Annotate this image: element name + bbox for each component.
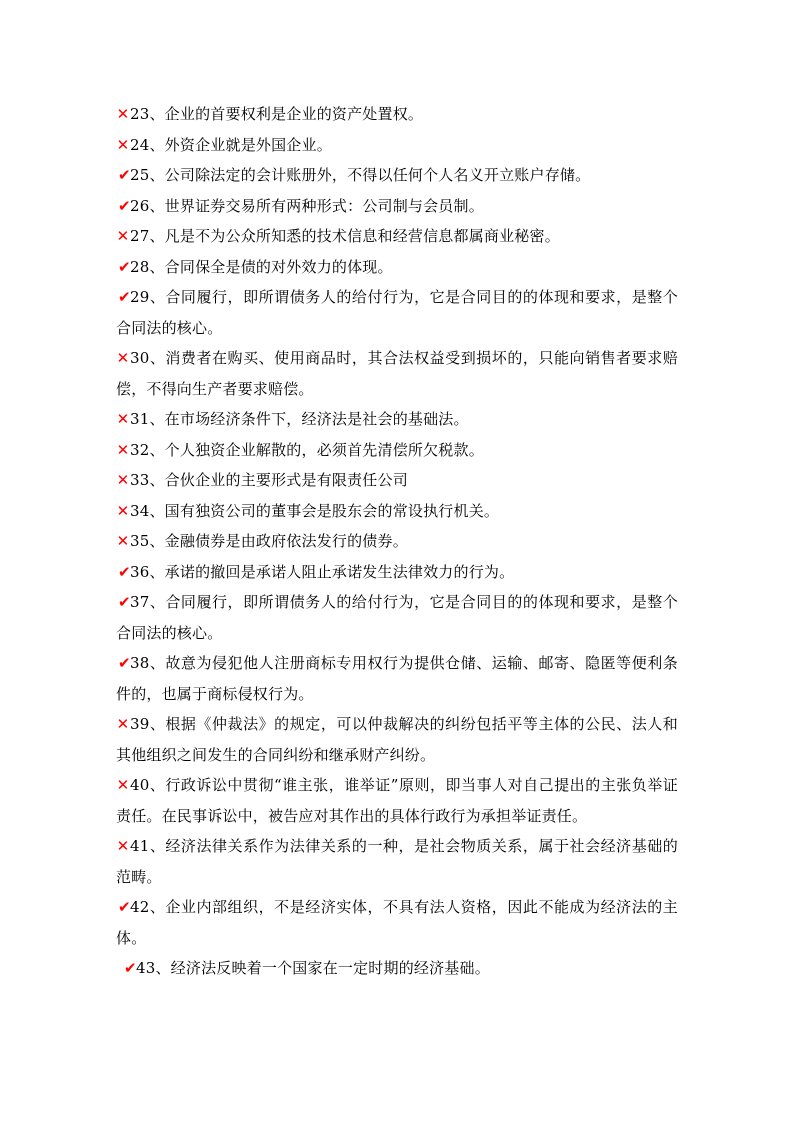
check-mark-icon: ✔ [118, 654, 131, 672]
cross-mark-icon: ✕ [116, 349, 130, 367]
answer-item-text: 36、承诺的撤回是承诺人阻止承诺发生法律效力的行为。 [130, 562, 515, 581]
check-mark-icon: ✔ [118, 562, 131, 581]
cross-mark-icon: ✕ [116, 410, 130, 428]
answer-item-text: 30、消费者在购买、使用商品时，其合法权益受到损坏的，只能向销售者要求赔偿，不得向生产者要求赔偿。 [116, 349, 678, 398]
answer-item [116, 496, 678, 527]
check-mark-icon: ✔ [118, 166, 131, 184]
answer-item [116, 99, 678, 130]
cross-mark-icon: ✕ [116, 715, 130, 733]
check-mark-icon: ✔ [118, 288, 131, 306]
cross-mark-icon: ✕ [116, 440, 130, 459]
answer-item [116, 892, 678, 953]
answer-item [116, 191, 678, 222]
answer-item-text: 24、外资企业就是外国企业。 [130, 135, 332, 154]
answer-item-text: 29、合同履行，即所谓债务人的给付行为，它是合同目的的体现和要求，是整个合同法的核心。 [116, 288, 678, 337]
answer-item [116, 343, 678, 404]
answer-item-text: 32、个人独资企业解散的，必须首先清偿所欠税款。 [130, 440, 484, 459]
check-mark-icon: ✔ [118, 593, 131, 611]
answer-item-text: 25、公司除法定的会计账册外，不得以任何个人名义开立账户存储。 [130, 166, 591, 184]
answer-item-text: 28、合同保全是债的对外效力的体现。 [130, 257, 393, 276]
check-mark-icon: ✔ [118, 898, 131, 916]
answer-item-text: 43、经济法反映着一个国家在一定时期的经济基础。 [136, 959, 490, 977]
answer-item-text: 26、世界证券交易所有两种形式：公司制与会员制。 [130, 196, 484, 215]
check-mark-icon: ✔ [118, 196, 131, 215]
answer-item [116, 252, 678, 283]
cross-mark-icon: ✕ [116, 227, 130, 245]
answer-item [116, 282, 678, 343]
answer-item-text: 35、金融债券是由政府依法发行的债券。 [130, 532, 408, 550]
check-mark-icon: ✔ [118, 257, 131, 276]
answer-item-text: 42、企业内部组织，不是经济实体，不具有法人资格，因此不能成为经济法的主体。 [116, 898, 678, 947]
cross-mark-icon: ✕ [116, 837, 130, 855]
answer-item-text: 38、故意为侵犯他人注册商标专用权行为提供仓储、运输、邮寄、隐匿等便利条件的，也属于商标侵权行为。 [116, 654, 678, 703]
answer-item [116, 526, 678, 557]
answer-item [116, 831, 678, 892]
answer-item [116, 404, 678, 435]
cross-mark-icon: ✕ [116, 471, 130, 489]
check-mark-icon: ✔ [124, 959, 137, 977]
answer-item-text: 39、根据《仲裁法》的规定，可以仲裁解决的纠纷包括平等主体的公民、法人和其他组织之间发生的合同纠纷和继承财产纠纷。 [116, 715, 678, 764]
cross-mark-icon: ✕ [116, 501, 130, 520]
cross-mark-icon: ✕ [116, 776, 130, 794]
answer-item [116, 709, 678, 770]
answer-item [116, 221, 678, 252]
answer-item [116, 557, 678, 588]
cross-mark-icon: ✕ [116, 135, 130, 154]
answer-item-text: 27、凡是不为公众所知悉的技术信息和经营信息都属商业秘密。 [130, 227, 560, 245]
answer-item [116, 770, 678, 831]
answer-item-text: 34、国有独资公司的董事会是股东会的常设执行机关。 [130, 501, 500, 520]
answer-item-text: 23、企业的首要权利是企业的资产处置权。 [130, 105, 424, 123]
answer-item-text: 31、在市场经济条件下，经济法是社会的基础法。 [130, 410, 469, 428]
answer-item-text: 37、合同履行，即所谓债务人的给付行为，它是合同目的的体现和要求，是整个合同法的核心。 [116, 593, 678, 642]
answer-item-text: 33、合伙企业的主要形式是有限责任公司 [130, 471, 408, 489]
true-false-answer-list [116, 99, 678, 984]
answer-item [116, 953, 678, 984]
cross-mark-icon: ✕ [116, 105, 130, 123]
answer-item-text: 41、经济法律关系作为法律关系的一种，是社会物质关系，属于社会经济基础的范畴。 [116, 837, 678, 886]
answer-item [116, 130, 678, 161]
cross-mark-icon: ✕ [116, 532, 130, 550]
answer-item-text: 40、行政诉讼中贯彻“谁主张，谁举证”原则，即当事人对自己提出的主张负举证责任。在民事诉讼中，被告应对其作出的具体行政行为承担举证责任。 [116, 776, 678, 825]
answer-item [116, 465, 678, 496]
answer-item [116, 160, 678, 191]
answer-item [116, 587, 678, 648]
answer-item [116, 648, 678, 709]
answer-item [116, 435, 678, 466]
